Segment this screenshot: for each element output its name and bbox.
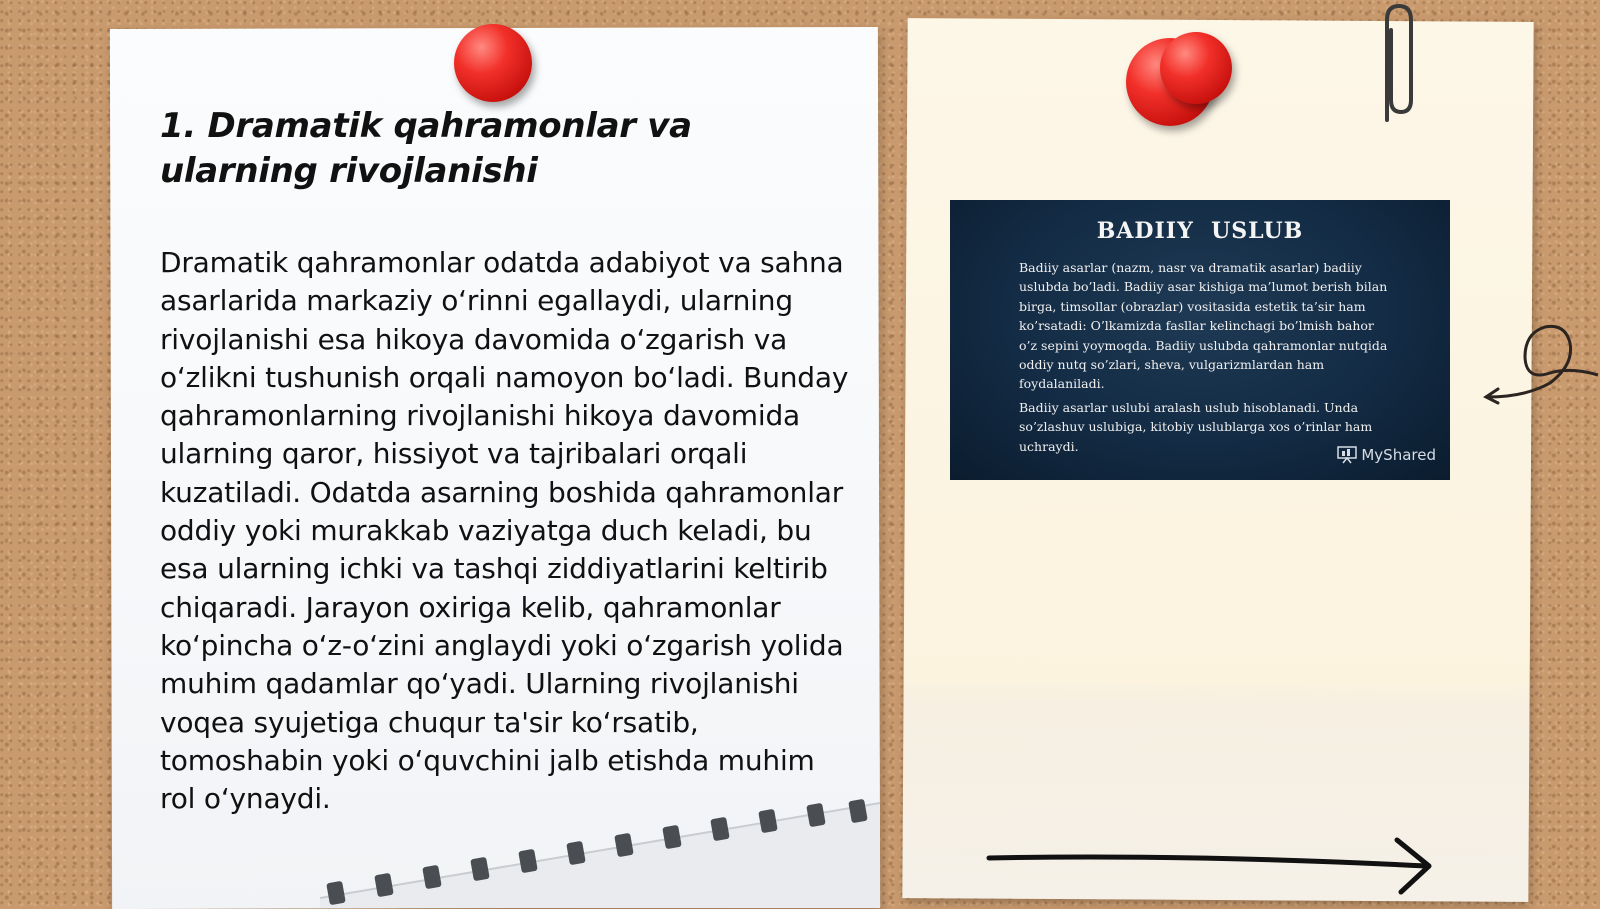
slide-title: BADIIY USLUB: [1096, 218, 1304, 244]
myshared-logo-icon: [1337, 446, 1357, 464]
watermark-label: MyShared: [1361, 446, 1436, 464]
watermark: [1337, 446, 1436, 464]
slide-paragraph-2: Badiiy asarlar uslubi aralash uslub hisoblanadi. Unda so’zlashuv uslubiga, kitobiy uslublarga xos o’rinlar ham uchraydi.: [1019, 400, 1373, 454]
body-paragraph: Dramatik qahramonlar odatda adabiyot va sahna asarlarida markaziy o‘rinni egallaydi, ularning rivojlanishi esa hikoya davomida o‘zgarish va o‘zlikni tushunish orqali namoyon bo‘ladi. Bunday qahramonlarning rivojlanishi hikoya davomida ularning qaror, hissiyot va tajribalari orqali kuzatiladi. Odatda asarning boshida qahramonlar oddiy yoki murakkab vaziyatga duch keladi, bu esa ularning ichki va tashqi ziddiyatlarini keltirib chiqaradi. Jarayon oxiriga kelib, qahramonlar ko‘pincha o‘z-o‘zini anglaydi yoki o‘zgarish yolida muhim qadamlar qo‘yadi. Ularning rivojlanishi voqea syujetiga chuqur ta'sir ko‘rsatib, tomoshabin yoki o‘quvchini jalb etishda muhim rol o‘ynaydi.: [160, 246, 849, 816]
badiiy-uslub-slide: [950, 200, 1450, 480]
section-heading: 1. Dramatik qahramonlar va ularning rivojlanishi: [160, 106, 692, 191]
pushpin-icon: [1160, 32, 1232, 104]
paperclip-icon: [1373, 0, 1423, 130]
long-arrow-icon: [985, 832, 1455, 902]
pushpin-icon: [454, 24, 532, 102]
slide-paragraph-1: Badiiy asarlar (nazm, nasr va dramatik asarlar) badiiy uslubda bo’ladi. Badiiy asar kishiga ma’lumot berish bilan birga, timsollar (obrazlar) vositasida estetik ta’sir ham ko’rsatadi: O’lkamizda fasllar kelinchagi bo’lmish bahor o’z sepini yoymoqda. Badiiy uslubda qahramonlar nutqida oddiy nutq so’zlari, sheva, vulgarizmlardan ham foydalaniladi.: [1019, 260, 1388, 392]
curly-arrow-icon: [1470, 305, 1600, 415]
